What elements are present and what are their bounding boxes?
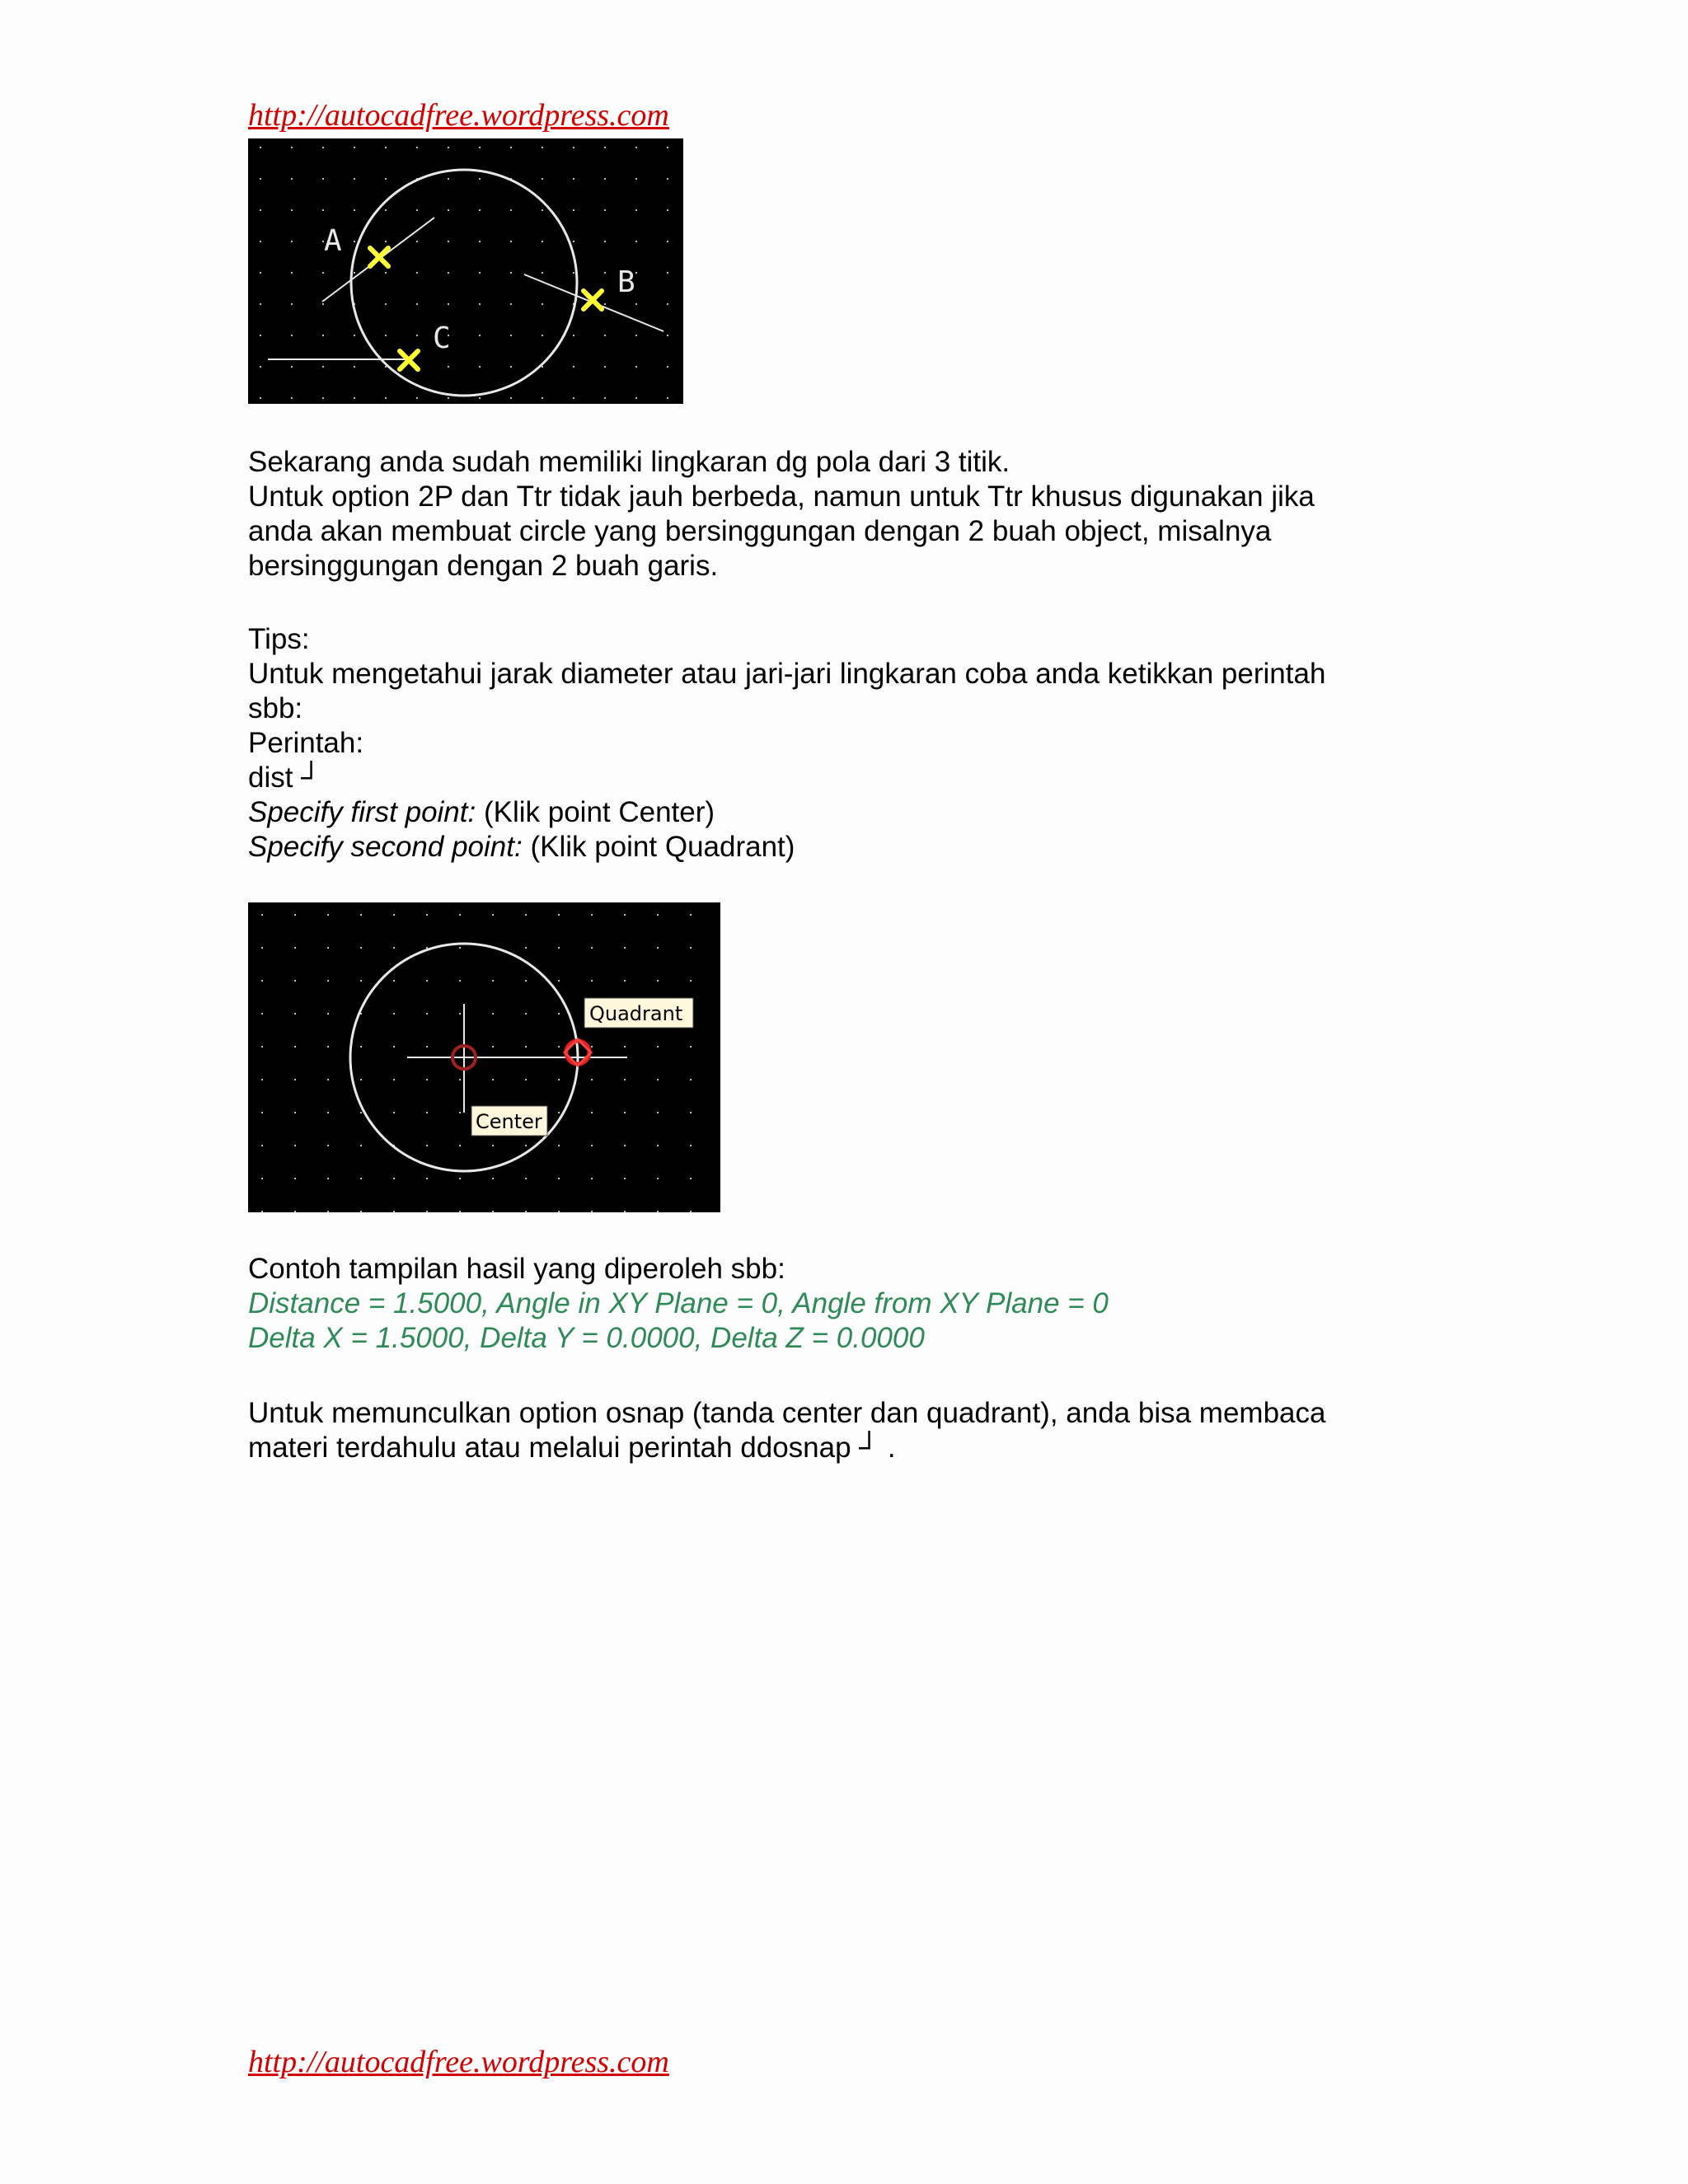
first-point-action: (Klik point Center) [476,796,715,828]
first-point-prompt: Specify first point: [248,796,476,828]
perintah-label: Perintah: [248,727,364,759]
paragraph-line: bersinggungan dengan 2 buah garis. [248,550,719,582]
result-distance-line: Distance = 1.5000, Angle in XY Plane = 0, Angle from XY Plane = 0 [248,1287,1109,1319]
closing-line: materi terdahulu atau melalui perintah ddosnap ┘ . [248,1432,896,1464]
paragraph-line: anda akan membuat circle yang bersinggungan dengan 2 buah object, misalnya [248,515,1272,547]
figure-center-quadrant [248,902,720,1212]
header-link[interactable]: http://autocadfree.wordpress.com [248,98,669,133]
label-c: C [433,321,451,355]
second-point-prompt: Specify second point: [248,831,523,863]
second-point-action: (Klik point Quadrant) [522,831,795,863]
closing-line: Untuk memunculkan option osnap (tanda center dan quadrant), anda bisa membaca [248,1397,1326,1429]
paragraph-line: Untuk option 2P dan Ttr tidak jauh berbeda, namun untuk Ttr khusus digunakan jika [248,480,1315,513]
tips-heading: Tips: [248,623,310,655]
result-delta-line: Delta X = 1.5000, Delta Y = 0.0000, Delta Z = 0.0000 [248,1322,925,1354]
dist-command: dist ┘ [248,762,321,794]
second-point-instruction [248,830,795,865]
figure-three-point-circle [248,138,683,404]
tips-line: Untuk mengetahui jarak diameter atau jari-jari lingkaran coba anda ketikkan perintah [248,658,1326,690]
center-tooltip-text: Center [476,1110,542,1133]
first-point-instruction [248,795,715,830]
paragraph-line: Sekarang anda sudah memiliki lingkaran dg pola dari 3 titik. [248,446,1010,478]
result-intro: Contoh tampilan hasil yang diperoleh sbb: [248,1253,785,1285]
tips-line: sbb: [248,692,303,724]
footer-link[interactable]: http://autocadfree.wordpress.com [248,2045,669,2079]
label-a: A [324,224,342,258]
quadrant-tooltip-text: Quadrant [589,1002,683,1025]
label-b: B [617,265,635,299]
